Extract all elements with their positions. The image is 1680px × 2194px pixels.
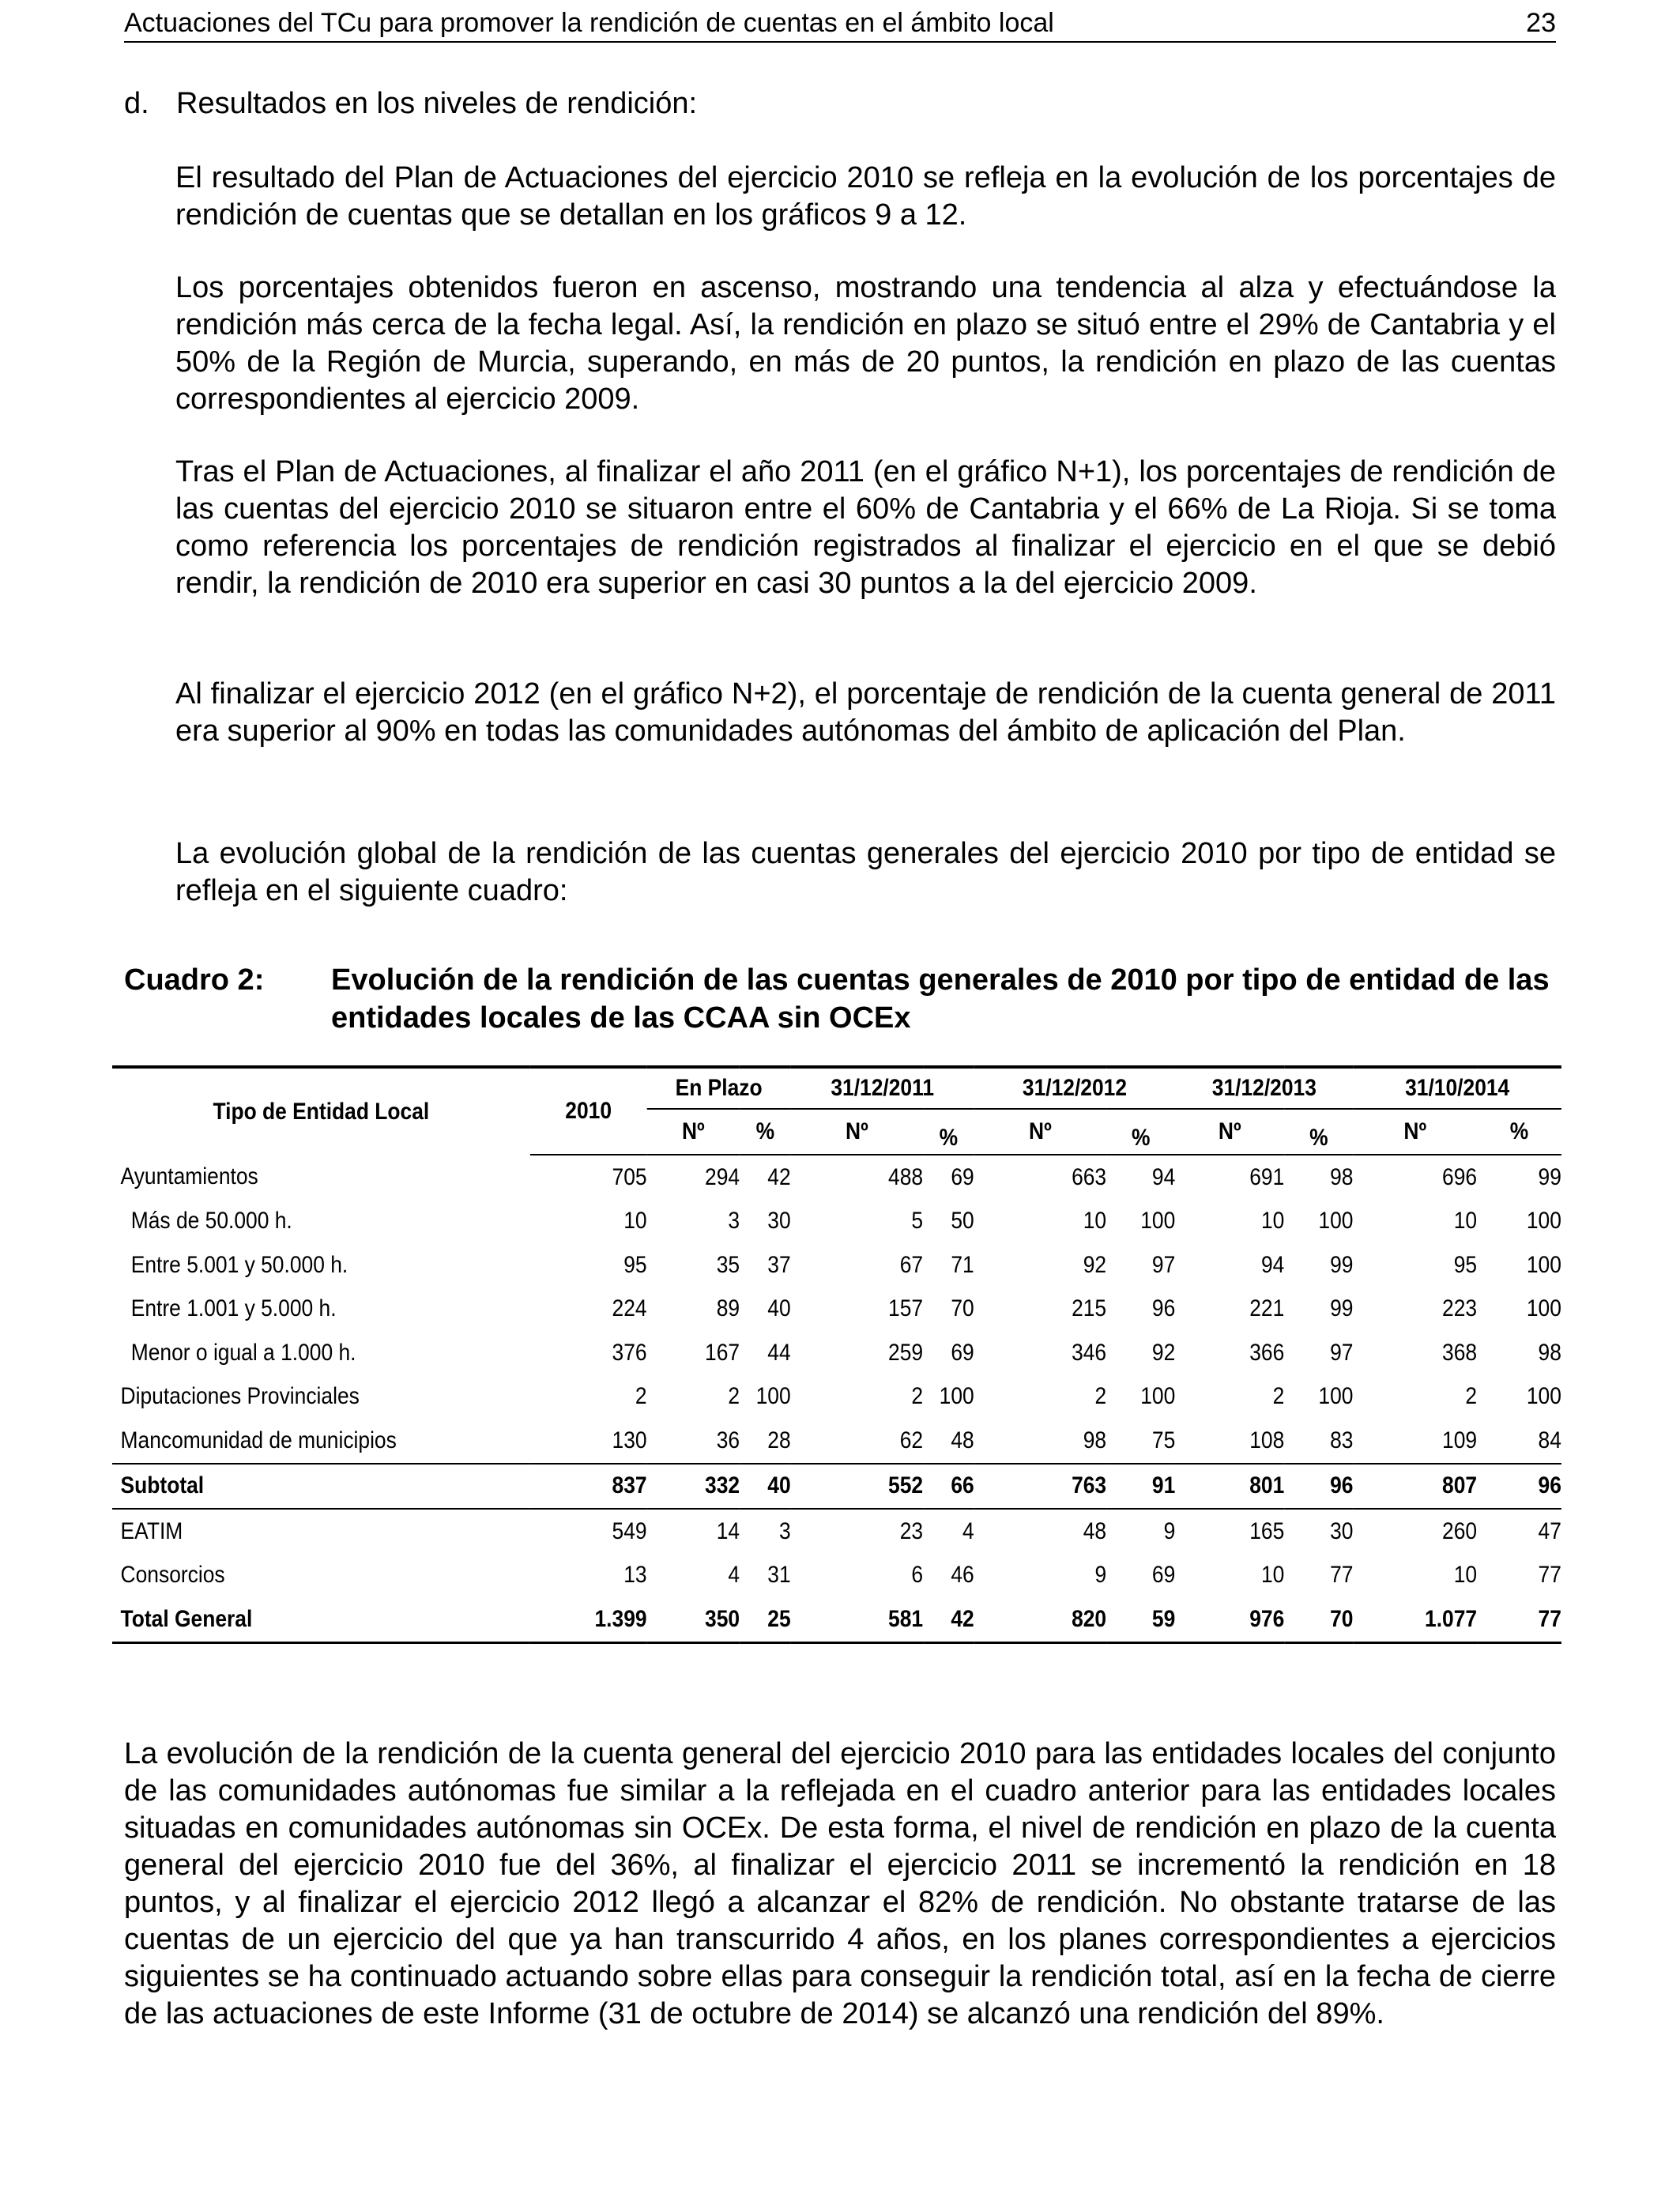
table-cell: 10: [1453, 1208, 1478, 1235]
table-cell: 98: [974, 1419, 1106, 1464]
table-cell: 66: [923, 1464, 974, 1510]
group-header-en-plazo: En Plazo: [647, 1067, 791, 1109]
table-cell: 9: [1163, 1517, 1176, 1544]
table-cell: 10: [1260, 1208, 1285, 1235]
table-cell: 705: [612, 1163, 647, 1190]
section-title: Resultados en los niveles de rendición:: [176, 87, 698, 120]
table-cell: 4: [962, 1517, 974, 1544]
table-row: [112, 1155, 1561, 1200]
table-cell: 976: [1175, 1597, 1284, 1642]
table-cell: 48: [923, 1419, 974, 1464]
table-cell: 77: [1330, 1562, 1354, 1589]
section-marker: d.: [124, 87, 149, 120]
table-cell: 96: [1477, 1464, 1561, 1510]
table-cell: 332: [647, 1464, 740, 1510]
table-cell: 2: [911, 1383, 924, 1410]
table-cell: 100: [1526, 1251, 1561, 1278]
table-cell: 96: [1284, 1464, 1353, 1510]
table-cell: 663: [1072, 1163, 1107, 1190]
col-entity-header: Tipo de Entidad Local: [112, 1067, 530, 1155]
table-cell: 224: [612, 1295, 647, 1322]
row-label: Consorcios: [120, 1562, 225, 1589]
row-label: Diputaciones Provinciales: [120, 1383, 360, 1410]
table-cell: 260: [1442, 1517, 1478, 1544]
table-cell: 94: [1260, 1251, 1285, 1278]
table-cell: 109: [1353, 1419, 1477, 1464]
sub-header-pct: %: [923, 1109, 974, 1155]
table-cell: 100: [1526, 1295, 1561, 1322]
group-header-2012: 31/12/2012: [974, 1067, 1176, 1109]
table-cell: 376: [612, 1339, 647, 1366]
page-header: [124, 5, 1556, 43]
table-caption-text: Evolución de la rendición de las cuentas generales de 2010 por tipo de entidad de las entidades locales de las CCAA sin OCEx: [331, 963, 1550, 1035]
table-cell: 1.077: [1353, 1597, 1477, 1642]
group-header-2013: 31/12/2013: [1175, 1067, 1353, 1109]
table-cell: 10: [1260, 1562, 1285, 1589]
table-cell: 100: [755, 1383, 791, 1410]
table-row: [112, 1597, 1561, 1642]
table-cell: 92: [1083, 1251, 1107, 1278]
table-cell: 35: [716, 1251, 740, 1278]
table-cell: 84: [1477, 1419, 1561, 1464]
table-cell: 346: [1072, 1339, 1107, 1366]
closing-paragraph: La evolución de la rendición de la cuenta general del ejercicio 2010 para las entidades locales del conjunto de las comunidades autónomas fue similar a la reflejada en el cuadro anterior para las entidades locales situadas en comunidades autónomas sin OCEx. De esta forma, el nivel de rendición en plazo de la cuenta general del ejercicio 2010 fue del 36%, al finalizar el ejercicio 2011 se incrementó la rendición en 18 puntos, y al finalizar el ejercicio 2012 llegó a alcanzar el 82% de rendición. No obstante tratarse de las cuentas de un ejercicio del que ya han transcurrido 4 años, en los planes correspondientes a ejercicios siguientes se ha continuado actuando sobre ellas para conseguir la rendición total, así en la fecha de cierre de las actuaciones de este Informe (31 de octubre de 2014) se alcanzó una rendición del 89%.: [124, 1737, 1556, 2030]
table-cell: 807: [1353, 1464, 1477, 1510]
table-row: [112, 1419, 1561, 1464]
table-row: [112, 1509, 1561, 1554]
table-cell: 95: [1453, 1251, 1478, 1278]
paragraph-3: Tras el Plan de Actuaciones, al finalizar el año 2011 (en el gráfico N+1), los porcentajes de rendición de las cuentas del ejercicio 2010 se situaron entre el 60% de Cantabria y el 66% de La Rioja. Si se toma como referencia los porcentajes de rendición registrados al finalizar el ejercicio en el que se debió rendir, la rendición de 2010 era superior en casi 30 puntos a la del ejercicio 2009.: [175, 455, 1556, 600]
table-cell: 223: [1442, 1295, 1478, 1322]
table-cell: 4: [728, 1562, 740, 1589]
col-2010-header: 2010: [530, 1067, 647, 1155]
table-cell: 167: [705, 1339, 740, 1366]
table-cell: 157: [888, 1295, 924, 1322]
table-cell: 25: [740, 1597, 791, 1642]
table-cell: 13: [623, 1562, 647, 1589]
rendition-table: [112, 1065, 1561, 1644]
table-container: [112, 1065, 1561, 1644]
table-cell: 71: [951, 1251, 974, 1278]
page-number: 23: [1526, 8, 1556, 38]
table-row: [112, 1287, 1561, 1332]
table-cell: 366: [1249, 1339, 1285, 1366]
table-cell: 98: [1330, 1163, 1354, 1190]
table-cell: 549: [612, 1517, 647, 1544]
table-cell: 5: [911, 1208, 924, 1235]
table-cell: 47: [1538, 1517, 1561, 1544]
table-cell: 100: [1318, 1383, 1354, 1410]
table-cell: 77: [1477, 1597, 1561, 1642]
table-cell: 40: [740, 1464, 791, 1510]
table-cell: 552: [791, 1464, 923, 1510]
table-cell: 69: [951, 1163, 974, 1190]
table-cell: 165: [1249, 1517, 1285, 1544]
table-cell: 763: [974, 1464, 1106, 1510]
header-title: Actuaciones del TCu para promover la rendición de cuentas en el ámbito local: [124, 8, 1054, 38]
table-cell: 42: [923, 1597, 974, 1642]
table-cell: 48: [1083, 1517, 1107, 1544]
table-cell: 10: [623, 1208, 647, 1235]
table-cell: 67: [899, 1251, 924, 1278]
paragraph-4: Al finalizar el ejercicio 2012 (en el gráfico N+2), el porcentaje de rendición de la cuenta general de 2011 era superior al 90% en todas las comunidades autónomas del ámbito de aplicación del Plan.: [175, 677, 1556, 748]
table-cell: 10: [1083, 1208, 1107, 1235]
table-cell: 100: [1140, 1208, 1176, 1235]
table-cell: 83: [1284, 1419, 1353, 1464]
sub-header-no: Nº: [647, 1109, 740, 1155]
sub-header-no: Nº: [974, 1109, 1106, 1155]
row-label: Subtotal: [112, 1464, 530, 1510]
table-body: [112, 1155, 1561, 1642]
table-cell: 70: [951, 1295, 974, 1322]
table-cell: 350: [647, 1597, 740, 1642]
row-label: Menor o igual a 1.000 h.: [130, 1339, 356, 1366]
sub-header-no: Nº: [791, 1109, 923, 1155]
table-cell: 3: [728, 1208, 740, 1235]
table-cell: 100: [1526, 1383, 1561, 1410]
table-cell: 2: [1465, 1383, 1478, 1410]
table-cell: 96: [1151, 1295, 1176, 1322]
table-cell: 37: [767, 1251, 791, 1278]
table-cell: 1.399: [530, 1597, 647, 1642]
table-cell: 14: [716, 1517, 740, 1544]
table-cell: 70: [1284, 1597, 1353, 1642]
paragraph-2: Los porcentajes obtenidos fueron en ascenso, mostrando una tendencia al alza y efectuándose la rendición más cerca de la fecha legal. Así, la rendición en plazo se situó entre el 29% de Cantabria y el 50% de la Región de Murcia, superando, en más de 20 puntos, la rendición en plazo de las cuentas correspondientes al ejercicio 2009.: [175, 271, 1556, 416]
table-cell: 691: [1249, 1163, 1285, 1190]
table-cell: 69: [1151, 1562, 1176, 1589]
table-cell: 30: [1330, 1517, 1354, 1544]
sub-header-pct: %: [1284, 1109, 1353, 1155]
table-cell: 99: [1330, 1251, 1354, 1278]
table-cell: 2: [728, 1383, 740, 1410]
table-cell: 130: [530, 1419, 647, 1464]
table-cell: 99: [1330, 1295, 1354, 1322]
sub-header-pct: %: [1106, 1109, 1175, 1155]
table-row: [112, 1375, 1561, 1419]
paragraph-1: El resultado del Plan de Actuaciones del ejercicio 2010 se refleja en la evolución de los porcentajes de rendición de cuentas que se detallan en los gráficos 9 a 12.: [175, 161, 1556, 232]
table-cell: 6: [911, 1562, 924, 1589]
table-cell: 75: [1106, 1419, 1175, 1464]
row-label: Más de 50.000 h.: [130, 1208, 292, 1235]
sub-header-no: Nº: [1353, 1109, 1477, 1155]
table-cell: 42: [767, 1163, 791, 1190]
table-cell: 221: [1249, 1295, 1285, 1322]
row-label: EATIM: [120, 1517, 183, 1544]
table-cell: 2: [1094, 1383, 1107, 1410]
table-cell: 3: [778, 1517, 791, 1544]
row-label: Ayuntamientos: [120, 1163, 258, 1190]
table-cell: 108: [1175, 1419, 1284, 1464]
table-caption-label: Cuadro 2:: [124, 963, 265, 997]
table-cell: 696: [1442, 1163, 1478, 1190]
sub-header-no: Nº: [1175, 1109, 1284, 1155]
table-cell: 100: [1526, 1208, 1561, 1235]
table-row: [112, 1464, 1561, 1510]
group-header-2011: 31/12/2011: [791, 1067, 974, 1109]
table-cell: 23: [899, 1517, 924, 1544]
table-cell: 215: [1072, 1295, 1107, 1322]
table-cell: 59: [1106, 1597, 1175, 1642]
table-cell: 69: [951, 1339, 974, 1366]
table-row: [112, 1331, 1561, 1375]
table-row: [112, 1243, 1561, 1287]
table-cell: 91: [1106, 1464, 1175, 1510]
table-cell: 95: [623, 1251, 647, 1278]
sub-header-pct: %: [740, 1109, 791, 1155]
row-label: Mancomunidad de municipios: [112, 1419, 530, 1464]
table-cell: 488: [888, 1163, 924, 1190]
row-label: Entre 5.001 y 50.000 h.: [130, 1251, 348, 1278]
table-cell: 2: [1272, 1383, 1285, 1410]
table-cell: 28: [740, 1419, 791, 1464]
table-cell: 99: [1538, 1163, 1561, 1190]
table-cell: 62: [791, 1419, 923, 1464]
table-cell: 97: [1151, 1251, 1176, 1278]
table-cell: 77: [1538, 1562, 1561, 1589]
section-heading: [124, 85, 1556, 123]
table-cell: 294: [705, 1163, 740, 1190]
table-cell: 92: [1151, 1339, 1176, 1366]
table-cell: 46: [951, 1562, 974, 1589]
table-cell: 100: [1140, 1383, 1176, 1410]
table-cell: 100: [1318, 1208, 1354, 1235]
table-cell: 259: [888, 1339, 924, 1366]
table-row: [112, 1554, 1561, 1598]
table-cell: 94: [1151, 1163, 1176, 1190]
table-cell: 820: [974, 1597, 1106, 1642]
group-header-2014: 31/10/2014: [1353, 1067, 1561, 1109]
sub-header-pct: %: [1477, 1109, 1561, 1155]
table-cell: 89: [716, 1295, 740, 1322]
table-cell: 2: [635, 1383, 647, 1410]
table-cell: 100: [939, 1383, 974, 1410]
table-row: [112, 1200, 1561, 1244]
table-cell: 10: [1453, 1562, 1478, 1589]
table-cell: 31: [767, 1562, 791, 1589]
table-cell: 44: [767, 1339, 791, 1366]
paragraph-5: La evolución global de la rendición de las cuentas generales del ejercicio 2010 por tipo de entidad se refleja en el siguiente cuadro:: [175, 837, 1556, 907]
row-label: Total General: [112, 1597, 530, 1642]
table-cell: 50: [951, 1208, 974, 1235]
table-cell: 97: [1330, 1339, 1354, 1366]
table-cell: 837: [530, 1464, 647, 1510]
table-cell: 40: [767, 1295, 791, 1322]
row-label: Entre 1.001 y 5.000 h.: [130, 1295, 337, 1322]
table-cell: 36: [647, 1419, 740, 1464]
table-cell: 30: [767, 1208, 791, 1235]
table-cell: 368: [1442, 1339, 1478, 1366]
table-cell: 801: [1175, 1464, 1284, 1510]
table-cell: 98: [1538, 1339, 1561, 1366]
table-cell: 581: [791, 1597, 923, 1642]
table-cell: 9: [1094, 1562, 1107, 1589]
